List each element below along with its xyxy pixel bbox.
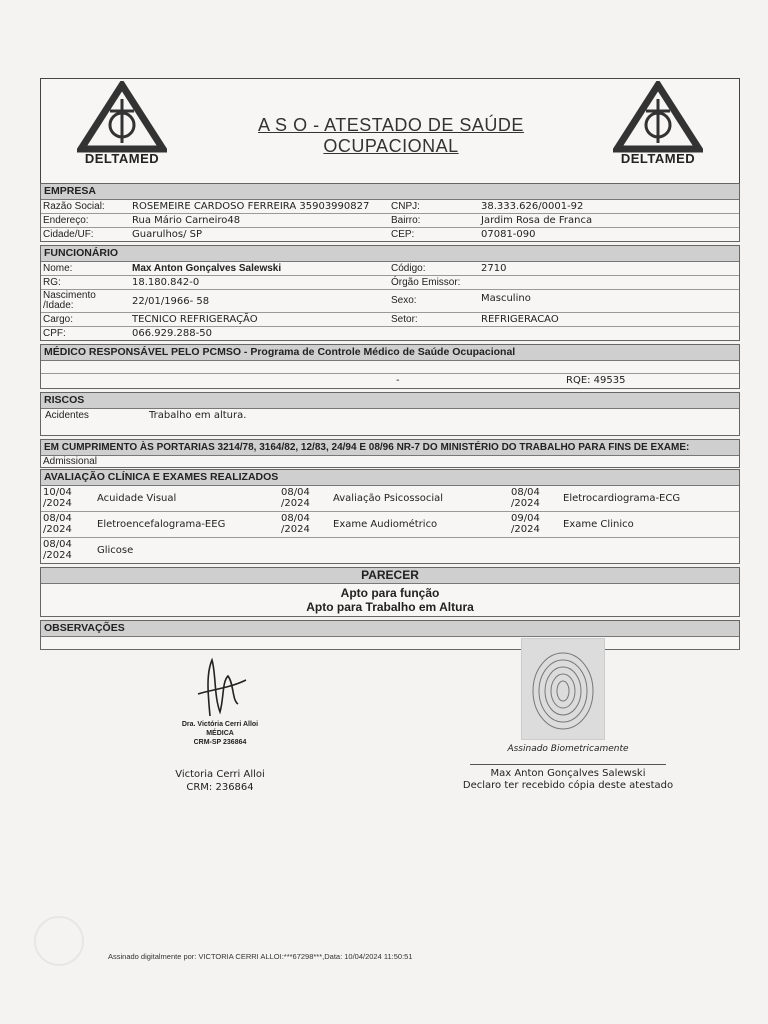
endereco-value: Rua Mário Carneiro48 xyxy=(132,215,241,226)
exam-grid xyxy=(41,486,739,563)
medico-heading: MÉDICO RESPONSÁVEL PELO PCMSO - Programa de Controle Médico de Saúde Ocupacional xyxy=(41,345,739,361)
funcionario-section xyxy=(40,245,740,341)
riscos-section xyxy=(40,392,740,436)
riscos-heading: RISCOS xyxy=(41,393,739,409)
employee-name: Max Anton Gonçalves Salewski xyxy=(490,768,646,779)
deltamed-logo-left xyxy=(67,81,177,173)
setor-value: REFRIGERACAO xyxy=(481,314,559,325)
doctor-crm: CRM: 236864 xyxy=(186,782,254,793)
exam-name: Glicose xyxy=(97,545,134,556)
exam-date-year: /2024 xyxy=(511,524,540,535)
exam-date xyxy=(43,487,83,509)
cumprimento-section xyxy=(40,439,740,468)
employee-declaration: Declaro ter recebido cópia deste atestado xyxy=(462,780,674,791)
parecer-line-1: Apto para função xyxy=(340,586,440,600)
exam-date-day: 08/04 xyxy=(281,487,310,498)
stamp-role: MÉDICA xyxy=(206,730,234,737)
exam-date xyxy=(511,487,551,509)
exam-date-day: 10/04 xyxy=(43,487,72,498)
rqe-value: RQE: 49535 xyxy=(566,375,626,386)
exam-date-day: 08/04 xyxy=(43,513,72,524)
idade-label: /Idade: xyxy=(43,300,74,311)
biometric-caption: Assinado Biometricamente xyxy=(507,744,629,754)
razao-label: Razão Social: xyxy=(43,201,105,212)
avaliacao-heading: AVALIAÇÃO CLÍNICA E EXAMES REALIZADOS xyxy=(41,470,739,486)
exam-date-day: 08/04 xyxy=(511,487,540,498)
endereco-label: Endereço: xyxy=(43,215,89,226)
bairro-value: Jardim Rosa de Franca xyxy=(481,215,593,226)
cep-value: 07081-090 xyxy=(481,229,536,240)
parecer-section xyxy=(40,567,740,617)
rg-value: 18.180.842-0 xyxy=(132,277,200,288)
nome-label: Nome: xyxy=(43,263,73,274)
cargo-value: TECNICO REFRIGERAÇÃO xyxy=(132,314,258,325)
deltamed-triangle-icon xyxy=(77,81,167,153)
funcionario-heading: FUNCIONÁRIO xyxy=(41,246,739,262)
sexo-label: Sexo: xyxy=(391,295,417,306)
aso-document xyxy=(40,78,740,650)
signature-area xyxy=(0,640,768,840)
cargo-label: Cargo: xyxy=(43,314,74,325)
exam-name: Exame Clinico xyxy=(563,519,634,530)
logo-text-left: DELTAMED xyxy=(84,151,160,166)
exam-date-day: 09/04 xyxy=(511,513,540,524)
cnpj-value: 38.333.626/0001-92 xyxy=(481,201,584,212)
orgao-label: Órgão Emissor: xyxy=(391,277,461,288)
exam-date-day: 08/04 xyxy=(43,539,72,550)
seal-watermark xyxy=(34,916,84,966)
nascimento-label: Nascimento xyxy=(43,290,96,301)
rg-label: RG: xyxy=(43,277,61,288)
deltamed-triangle-icon xyxy=(613,81,703,153)
exam-name: Eletroencefalograma-EEG xyxy=(97,519,226,530)
deltamed-logo-right xyxy=(603,81,713,173)
codigo-value: 2710 xyxy=(481,263,507,274)
doctor-stamp xyxy=(150,720,290,747)
fingerprint-icon xyxy=(521,638,605,740)
logo-text-right: DELTAMED xyxy=(620,151,696,166)
riscos-label: Acidentes xyxy=(45,410,89,421)
medico-section xyxy=(40,344,740,389)
observacoes-heading: OBSERVAÇÕES xyxy=(41,621,739,637)
cpf-label: CPF: xyxy=(43,328,66,339)
cep-label: CEP: xyxy=(391,229,415,240)
stamp-name: Dra. Victória Cerri Alloi xyxy=(181,721,259,728)
exame-tipo-value: Admissional xyxy=(43,456,97,467)
cidade-label: Cidade/UF: xyxy=(43,229,94,240)
cpf-value: 066.929.288-50 xyxy=(132,328,212,339)
stamp-crm: CRM-SP 236864 xyxy=(193,739,247,746)
exam-name: Avaliação Psicossocial xyxy=(333,493,444,504)
exam-date-year: /2024 xyxy=(43,524,72,535)
setor-label: Setor: xyxy=(391,314,418,325)
exam-date-year: /2024 xyxy=(281,498,310,509)
digital-signature-footer: Assinado digitalmente por: VICTORIA CERRI ALLOI:***67298***,Data: 10/04/2024 11:50:51 xyxy=(108,952,413,961)
avaliacao-section xyxy=(40,469,740,564)
medico-dash: - xyxy=(396,375,400,386)
nome-value: Max Anton Gonçalves Salewski xyxy=(132,263,282,274)
nascimento-value: 22/01/1966- 58 xyxy=(132,296,210,307)
employee-signature-line xyxy=(470,764,666,765)
exam-row xyxy=(41,538,739,563)
exam-date-year: /2024 xyxy=(43,498,72,509)
riscos-value: Trabalho em altura. xyxy=(149,410,247,421)
doctor-signature xyxy=(180,654,260,720)
parecer-heading: PARECER xyxy=(41,568,739,584)
exam-row xyxy=(41,486,739,512)
exam-name: Eletrocardiograma-ECG xyxy=(563,493,681,504)
parecer-line-2: Apto para Trabalho em Altura xyxy=(306,600,474,614)
document-header xyxy=(40,78,740,183)
bairro-label: Bairro: xyxy=(391,215,421,226)
exam-date xyxy=(281,513,321,535)
exam-date-year: /2024 xyxy=(281,524,310,535)
exam-date xyxy=(43,513,83,535)
exam-date xyxy=(43,539,83,561)
razao-value: ROSEMEIRE CARDOSO FERREIRA 35903990827 xyxy=(132,201,370,212)
exam-date-year: /2024 xyxy=(511,498,540,509)
exam-row xyxy=(41,512,739,538)
employee-identification xyxy=(448,768,688,792)
sexo-value: Masculino xyxy=(481,293,531,304)
codigo-label: Código: xyxy=(391,263,426,274)
exam-name: Exame Audiométrico xyxy=(333,519,438,530)
cidade-value: Guarulhos/ SP xyxy=(132,229,203,240)
exam-date xyxy=(511,513,551,535)
empresa-heading: EMPRESA xyxy=(41,184,739,200)
exam-date xyxy=(281,487,321,509)
cumprimento-heading: EM CUMPRIMENTO ÀS PORTARIAS 3214/78, 3164/82, 12/83, 24/94 E 08/96 NR-7 DO MINISTÉRIO DO TRABALHO PARA FINS DE EXAME: xyxy=(41,440,739,456)
doctor-name: Victoria Cerri Alloi xyxy=(175,769,265,780)
document-title: A S O - ATESTADO DE SAÚDE OCUPACIONAL xyxy=(258,115,524,156)
cnpj-label: CNPJ: xyxy=(391,201,420,212)
exam-date-day: 08/04 xyxy=(281,513,310,524)
empresa-section xyxy=(40,183,740,242)
exam-date-year: /2024 xyxy=(43,550,72,561)
doctor-identification xyxy=(150,768,290,794)
exam-name: Acuidade Visual xyxy=(97,493,177,504)
